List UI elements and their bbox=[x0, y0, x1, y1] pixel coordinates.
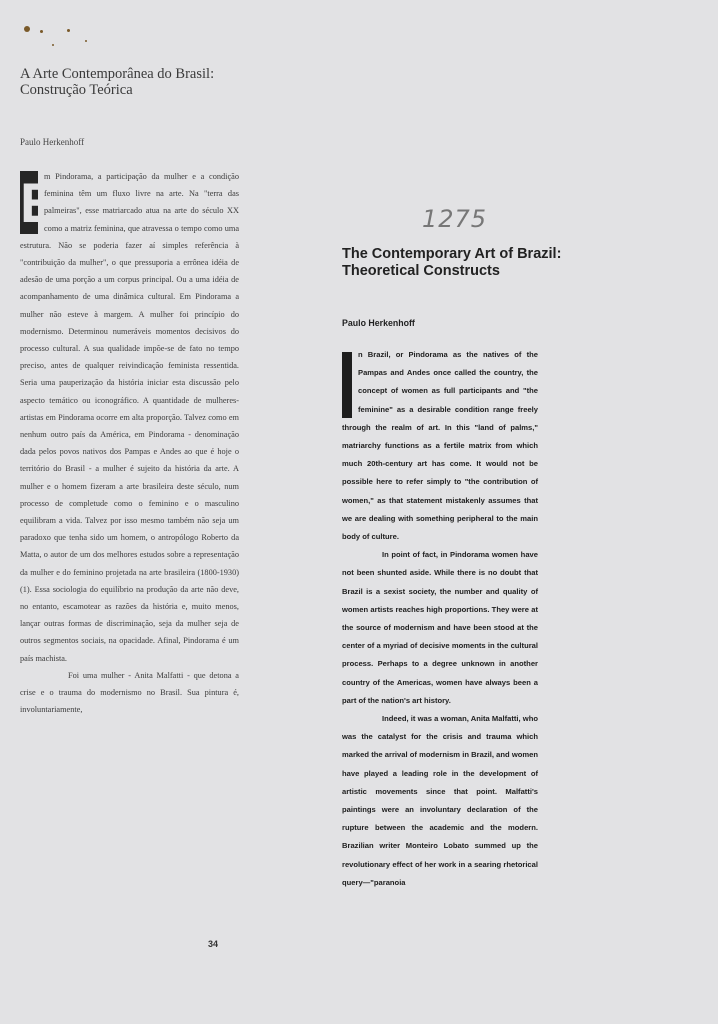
english-dropcap bbox=[342, 352, 352, 418]
paper-speck bbox=[40, 30, 43, 33]
portuguese-body bbox=[20, 168, 239, 719]
paper-speck bbox=[52, 44, 54, 46]
page-number: 34 bbox=[208, 939, 219, 949]
portuguese-dropcap: E bbox=[20, 171, 58, 234]
portuguese-title: A Arte Contemporânea do Brasil: Construção Teórica bbox=[20, 66, 215, 98]
portuguese-paragraph: Foi uma mulher - Anita Malfatti - que detona a crise e o trauma do modernismo no Brasil. Sua pintura é, involuntariamente, bbox=[20, 670, 239, 715]
english-paragraph: In point of fact, in Pindorama women have not been shunted aside. While there is no doubt that Brazil is a sexist society, the number and quality of women artists reaches high proportions. They were at the source of modernism and have been stood at the center of a myriad of decisive moments in the cultural process. Perhaps to a degree unknown in another country of the Americas, women have always been a part of the nation's art history. bbox=[342, 550, 538, 705]
english-paragraph: n Brazil, or Pindorama as the natives of the Pampas and Andes once called the country, the concept of women as full participants and "the feminine" as a desirable condition range freely through the realm of art. In this "land of palms," matriarchy functions as a fertile matrix from which much 20th-century art has come. It would not be possible here to refer simply to "the contribution of women," as that statement mistakenly assumes that we are dealing with something peripheral to the main body of culture. bbox=[342, 350, 538, 542]
english-author: Paulo Herkenhoff bbox=[342, 318, 415, 328]
english-title: The Contemporary Art of Brazil: Theoretical Constructs bbox=[342, 246, 562, 279]
paper-speck bbox=[67, 29, 70, 32]
handwritten-note: 1275 bbox=[422, 205, 488, 233]
paper-speck bbox=[85, 40, 87, 42]
english-body bbox=[342, 346, 538, 892]
paper-speck bbox=[24, 26, 30, 32]
english-paragraph: Indeed, it was a woman, Anita Malfatti, who was the catalyst for the crisis and trauma which marked the arrival of modernism in Brazil, and women have played a leading role in the development of artistic movements since that point. Malfatti's paintings were an involuntary declaration of the rupture between the academic and the modern. Brazilian writer Monteiro Lobato summed up the revolutionary effect of her work in a searing rhetorical query—"paranoia bbox=[342, 714, 538, 887]
portuguese-paragraph: E m Pindorama, a participação da mulher e a condição feminina têm um fluxo livre na arte. Na "terra das palmeiras", esse matriarcado atua na arte do século XX como a matriz feminina, que atravessa o tempo como uma estrutura. Não se poderia fazer aí simples referência à "contribuição da mulher", o que pressuporia a errônea idéia de adesão de uma porção a um corpus principal. Ou a uma idéia de acompanhamento de uma dinâmica cultural. Em Pindorama a mulher não esteve à margem. A mulher foi princípio do modernismo. Determinou numeráveis momentos decisivos do processo cultural. A sua qualidade impõe-se de fato no tempo preciso, antes de qualquer reivindicação feminista ressentida. Seria uma pauperização da história iniciar esta discussão pelo aspecto temático ou iconográfico. A quantidade de mulheres-artistas em Pindorama ocorre em alta proporção. Talvez como em nenhum outro país da América, em Pindorama - denominação dada pelos povos nativos dos Pampas e Andes ao que é hoje o território do Brasil - a mulher é sujeito da história da arte. A mulher e o homem fizeram a arte brasileira deste século, num processo de completude como o feminino e o masculino equilibram a vida. Talvez por isso mesmo também não seja um paradoxo que tenha sido um homem, o antropólogo Roberto da Matta, o autor de um dos melhores estudos sobre a representação da mulher e do feminino projetada na arte brasileira (1800-1930) (1). Essa sociologia do equilíbrio na produção da arte não deve, no entanto, escamotear as razões da história e, muito menos, lançar outras formas de discriminação, seja da mulher seja de outros segmentos sociais, na opacidade. Afinal, Pindorama é um país machista. bbox=[20, 171, 239, 663]
portuguese-author: Paulo Herkenhoff bbox=[20, 137, 85, 147]
